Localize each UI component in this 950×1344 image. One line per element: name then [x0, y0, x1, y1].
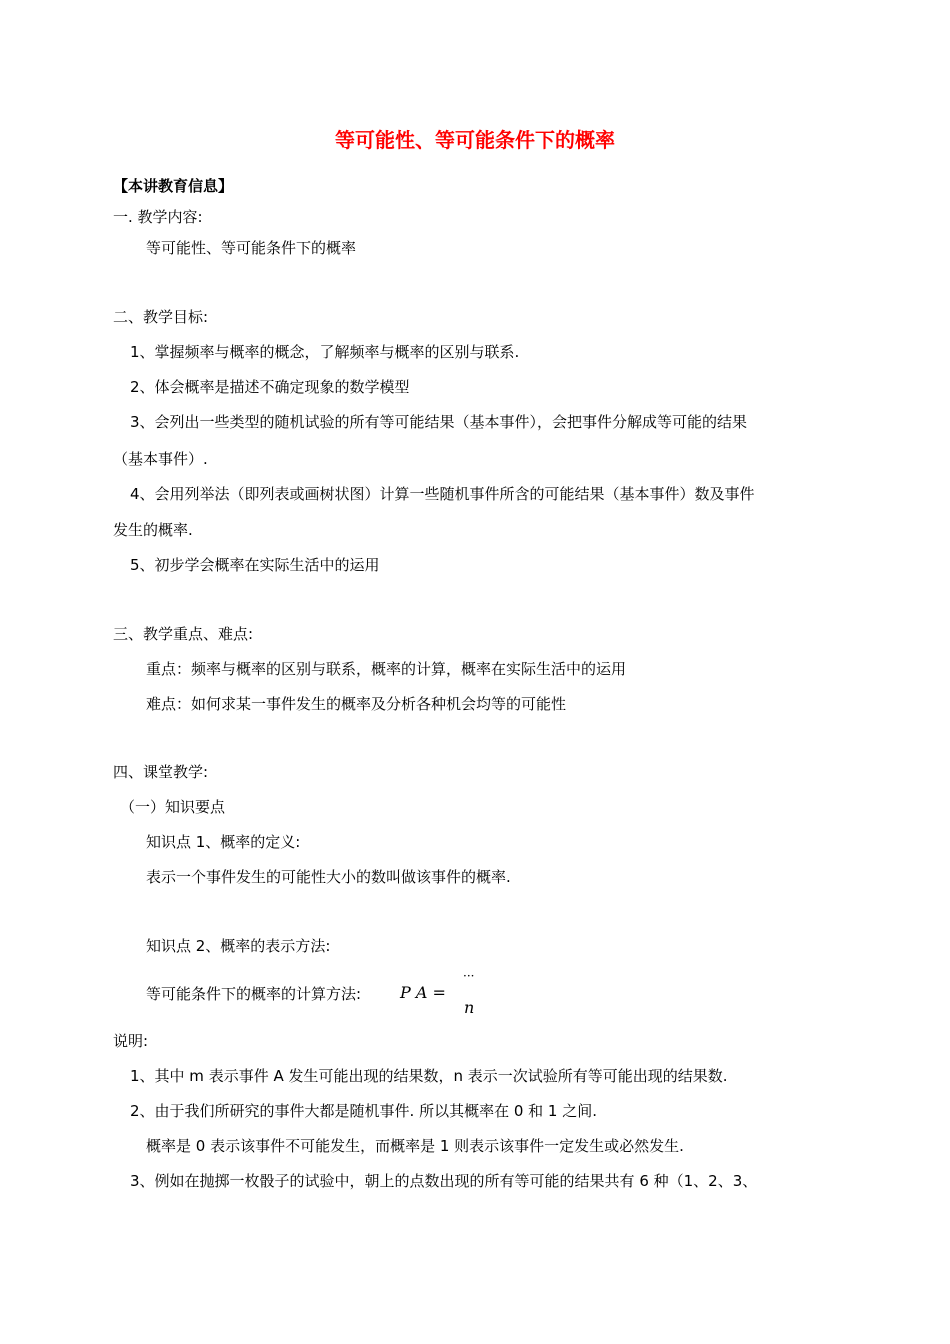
objective-item-4: 4、会用列举法（即列表或画树状图）计算一些随机事件所含的可能结果（基本事件）数及事件	[130, 485, 755, 503]
objective-item-4-cont: 发生的概率.	[113, 521, 193, 539]
section2-heading: 二、教学目标:	[113, 308, 209, 326]
explanation-heading: 说明:	[113, 1032, 149, 1050]
objective-item-3: 3、会列出一些类型的随机试验的所有等可能结果（基本事件），会把事件分解成等可能的结果	[130, 413, 748, 431]
objective-item-1: 1、掌握频率与概率的概念，了解频率与概率的区别与联系.	[130, 343, 520, 361]
difficult-point: 难点：如何求某一事件发生的概率及分析各种机会均等的可能性	[146, 695, 567, 713]
formula-label: 等可能条件下的概率的计算方法:	[146, 985, 362, 1003]
knowledge-point-1-title: 知识点 1、概率的定义:	[146, 833, 301, 851]
explanation-item-1: 1、其中 m 表示事件 A 发生可能出现的结果数，n 表示一次试验所有等可能出现的结果数.	[130, 1067, 728, 1085]
explanation-item-3: 3、例如在抛掷一枚骰子的试验中，朝上的点数出现的所有等可能的结果共有 6 种（1、2、3、	[130, 1172, 758, 1190]
section4-heading: 四、课堂教学:	[113, 763, 209, 781]
knowledge-points-subheading: （一）知识要点	[120, 798, 226, 816]
info-header: 【本讲教育信息】	[113, 177, 234, 195]
formula-numerator: ···	[463, 969, 475, 983]
knowledge-point-2-title: 知识点 2、概率的表示方法:	[146, 937, 331, 955]
knowledge-point-1-text: 表示一个事件发生的可能性大小的数叫做该事件的概率.	[146, 868, 511, 886]
document-title: 等可能性、等可能条件下的概率	[335, 128, 615, 152]
section1-content: 等可能性、等可能条件下的概率	[146, 239, 357, 257]
objective-item-2: 2、体会概率是描述不确定现象的数学模型	[130, 378, 410, 396]
key-point: 重点：频率与概率的区别与联系，概率的计算，概率在实际生活中的运用	[146, 660, 627, 678]
formula-denominator: n	[464, 998, 475, 1017]
explanation-item-2-cont: 概率是 0 表示该事件不可能发生，而概率是 1 则表示该事件一定发生或必然发生.	[146, 1137, 684, 1155]
section1-heading: 一. 教学内容:	[113, 208, 203, 226]
objective-item-5: 5、初步学会概率在实际生活中的运用	[130, 556, 380, 574]
section3-heading: 三、教学重点、难点:	[113, 625, 254, 643]
explanation-item-2: 2、由于我们所研究的事件大都是随机事件. 所以其概率在 0 和 1 之间.	[130, 1102, 598, 1120]
objective-item-3-cont: （基本事件）.	[113, 450, 208, 468]
formula-lhs: P A =	[400, 983, 446, 1002]
